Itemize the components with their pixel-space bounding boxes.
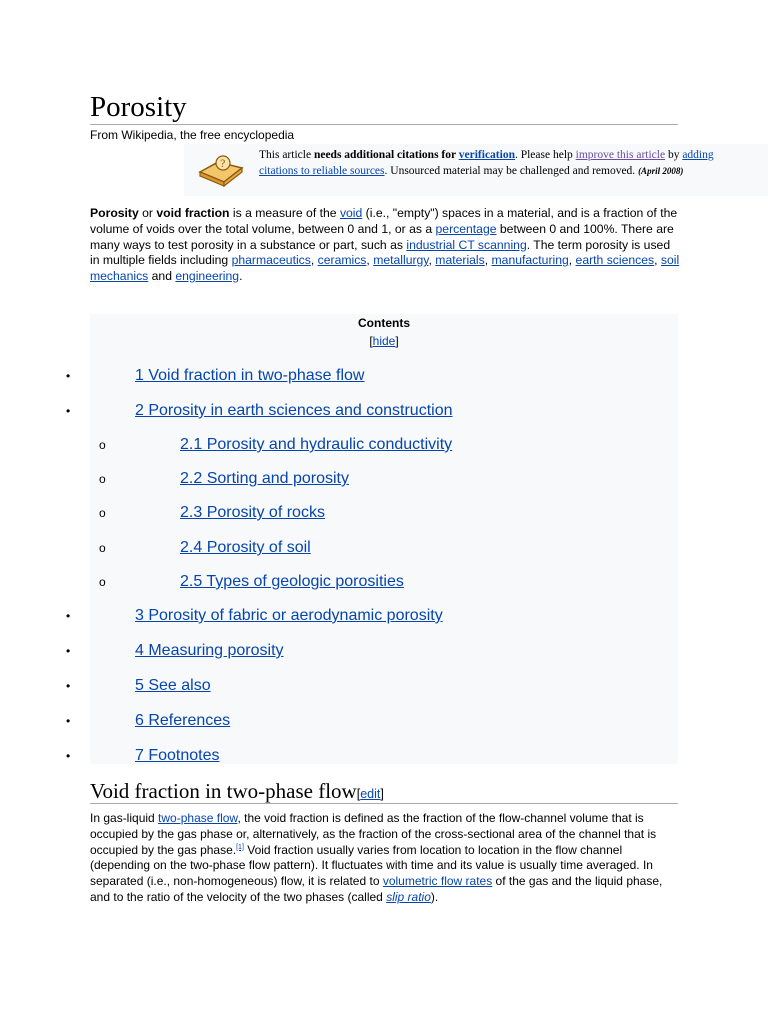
toc-item[interactable]: 4 Measuring porosity (135, 642, 284, 659)
toc-bullet: • (66, 679, 71, 693)
toc-bullet: • (66, 644, 71, 658)
toc-bullet: • (66, 714, 71, 728)
engineering-link[interactable]: engineering (175, 269, 240, 284)
toc-subbullet: o (99, 575, 106, 589)
toc-subbullet: o (99, 472, 106, 486)
section-paragraph: In gas-liquid two-phase flow, the void fraction is defined as the fraction of the flow-channel volume that is occupied by the gas phase or, alternatively, as the fraction of the cross-sectional area of the channel that is occupied by the gas phase.[1] Void fraction usually varies from location to location in the flow channel (depending on the two-phase flow pattern). It fluctuates with time and its value is usually time averaged. In separated (i.e., non-homogeneous) flow, it is related to volumetric flow rates of the gas and the liquid phase, and to the ratio of the velocity of the two phases (called slip ratio). (90, 811, 663, 904)
citation-notice-text: This article needs additional citations for verification. Please help improve this article by adding citations to reliable sources. Unsourced material may be challenged and removed. (April 2008) (259, 149, 714, 177)
toc-item[interactable]: 2.4 Porosity of soil (180, 539, 311, 556)
toc-item[interactable]: 2 Porosity in earth sciences and construction (135, 402, 453, 419)
toc-bullet: • (66, 749, 71, 763)
reference-1-link[interactable]: [1] (236, 843, 244, 851)
toc-subbullet: o (99, 506, 106, 520)
two-phase-flow-link[interactable]: two-phase flow (158, 811, 238, 825)
manufacturing-link[interactable]: manufacturing (491, 253, 569, 268)
slip-ratio-link[interactable]: slip ratio (386, 889, 431, 904)
edit-section-link[interactable]: edit (360, 787, 381, 801)
toc-bullet: • (66, 404, 71, 418)
volumetric-flow-rates-link[interactable]: volumetric flow rates (382, 874, 493, 889)
toc-bullet: • (66, 369, 71, 383)
toc-item[interactable]: 2.1 Porosity and hydraulic conductivity (180, 436, 453, 453)
toc-hide-link[interactable]: hide (372, 334, 396, 348)
book-icon (196, 150, 246, 190)
page-title: Porosity (90, 91, 187, 123)
toc-subbullet: o (99, 541, 106, 555)
metallurgy-link[interactable]: metallurgy (373, 253, 429, 268)
percentage-link[interactable]: percentage (435, 221, 497, 236)
toc-item[interactable]: 7 Footnotes (135, 747, 220, 764)
void-link[interactable]: void (339, 206, 363, 220)
svg-text:?: ? (220, 159, 226, 170)
toc-title: Contents (358, 316, 410, 330)
industrial-ct-scanning-link[interactable]: industrial CT scanning (406, 237, 527, 252)
toc-item[interactable]: 2.5 Types of geologic porosities (180, 573, 404, 590)
ceramics-link[interactable]: ceramics (317, 253, 367, 268)
earth-sciences-link[interactable]: earth sciences (575, 253, 655, 268)
toc-item[interactable]: 6 References (135, 712, 231, 729)
toc-subbullet: o (99, 438, 106, 452)
improve-article-link[interactable]: improve this article (575, 149, 666, 161)
tagline: From Wikipedia, the free encyclopedia (90, 128, 295, 142)
toc-item[interactable]: 2.2 Sorting and porosity (180, 470, 349, 487)
section-divider (90, 803, 678, 804)
toc-item[interactable]: 1 Void fraction in two-phase flow (135, 367, 365, 384)
adding-citations-link[interactable]: adding citations to reliable sources (259, 149, 714, 177)
toc-toggle: [hide] (369, 334, 399, 348)
soil-mechanics-link[interactable]: soil mechanics (90, 253, 680, 284)
toc-item[interactable]: 2.3 Porosity of rocks (180, 504, 325, 521)
section-heading: Void fraction in two-phase flow[edit] (90, 779, 384, 803)
title-divider (90, 124, 678, 125)
lead-paragraph: Porosity or void fraction is a measure of the void (i.e., "empty") spaces in a material, and is a fraction of the volume of voids over the total volume, between 0 and 1, or as a percentage between 0 and 100%. There are many ways to test porosity in a substance or part, such as industrial CT scanning. The term porosity is used in multiple fields including pharmaceutics, ceramics, metallurgy, materials, manufacturing, earth sciences, soil mechanics and engineering. (90, 206, 680, 284)
verification-link[interactable]: verification (458, 149, 515, 161)
notice-date: (April 2008) (638, 165, 684, 176)
toc-item[interactable]: 3 Porosity of fabric or aerodynamic porosity (135, 607, 443, 624)
materials-link[interactable]: materials (435, 253, 485, 268)
toc-item[interactable]: 5 See also (135, 677, 211, 694)
pharmaceutics-link[interactable]: pharmaceutics (231, 253, 311, 268)
toc-bullet: • (66, 609, 71, 623)
